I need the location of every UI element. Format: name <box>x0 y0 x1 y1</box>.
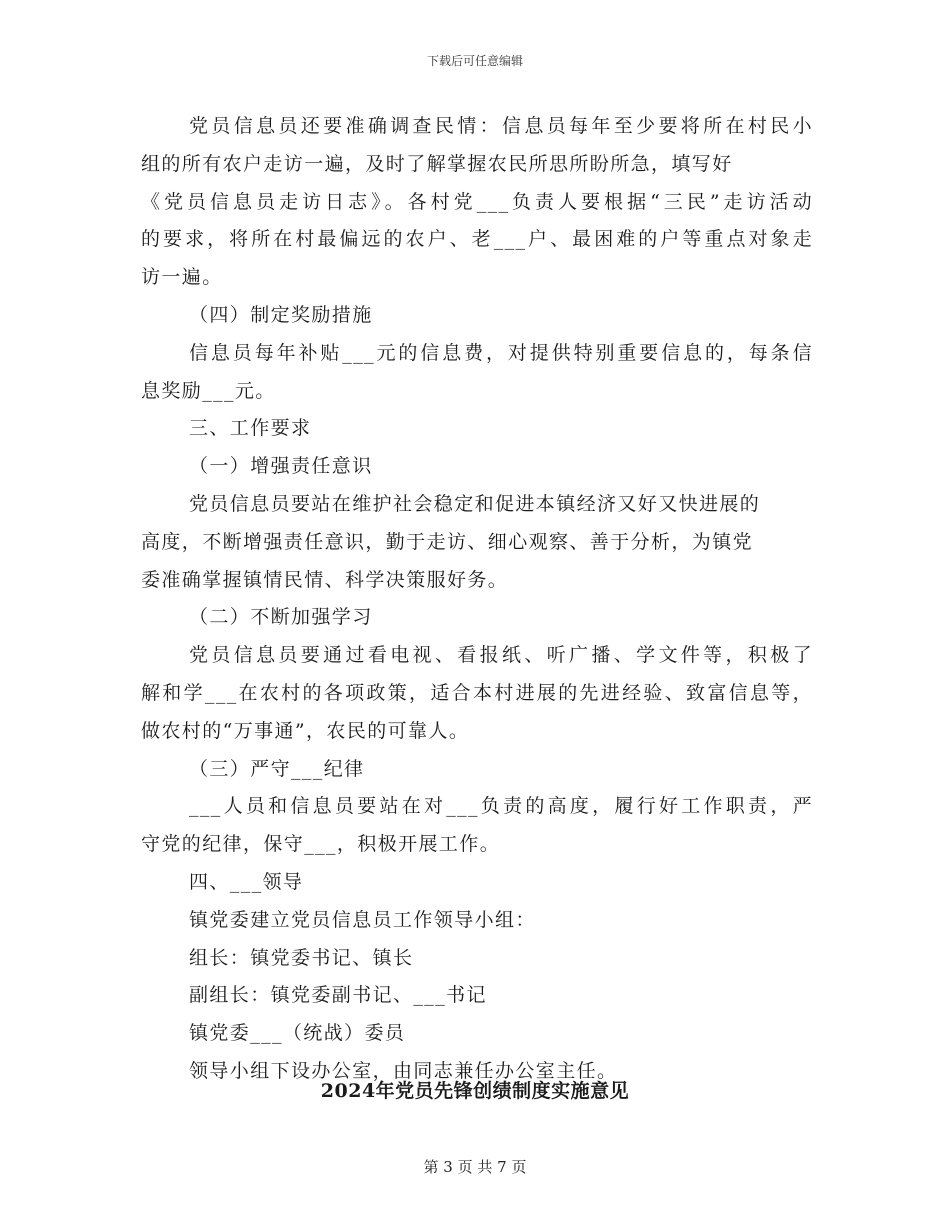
page-footer-indicator: 第 3 页 共 7 页 <box>423 1158 527 1176</box>
body-text-line: 镇党委___（统战）委员 <box>189 1022 406 1045</box>
page-header-note: 下载后可任意编辑 <box>426 54 523 68</box>
body-text-line: 副组长：镇党委副书记、___书记 <box>189 984 487 1007</box>
body-text-line: 镇党委建立党员信息员工作领导小组： <box>189 908 536 931</box>
body-text-line: 党员信息员要站在维护社会稳定和促进本镇经济又好又快进展的 <box>189 492 761 515</box>
document-body <box>141 108 813 1091</box>
body-text-line: 党员信息员要通过看电视、看报纸、听广播、学文件等，积极了 <box>189 644 813 667</box>
body-text-line: 《党员信息员走访日志》。各村党___负责人要根据“三民”走访活动 <box>141 190 813 213</box>
body-text-line: 的要求，将所在村最偏远的农户、老___户、最困难的户等重点对象走 <box>141 228 813 251</box>
body-text-line: 息奖励___元。 <box>141 379 276 402</box>
body-text-line: 解和学___在农村的各项政策，适合本村进展的先进经验、致富信息等， <box>141 681 813 704</box>
body-text-line: （四）制定奖励措施 <box>189 303 373 326</box>
body-text-line: 组长：镇党委书记、镇长 <box>189 946 414 969</box>
body-text-line: 做农村的“万事通”，农民的可靠人。 <box>141 719 470 742</box>
body-text-line: 高度，不断增强责任意识，勤于走访、细心观察、善于分析，为镇党 <box>141 530 754 553</box>
body-text-line: 信息员每年补贴___元的信息费，对提供特别重要信息的，每条信 <box>189 341 813 364</box>
section-title: 2024年党员先锋创绩制度实施意见 <box>320 1080 630 1102</box>
body-text-line: （一）增强责任意识 <box>189 455 373 478</box>
body-text-line: ___人员和信息员要站在对___负责的高度，履行好工作职责，严 <box>189 795 813 818</box>
body-text-line: 三、工作要求 <box>189 417 312 440</box>
body-text-line: 党员信息员还要准确调查民情：信息员每年至少要将所在村民小 <box>189 115 813 137</box>
body-text-line: 组的所有农户走访一遍，及时了解掌握农民所思所盼所急，填写好 <box>141 152 733 175</box>
body-text-line: 领导小组下设办公室，由同志兼任办公室主任。 <box>189 1059 618 1082</box>
body-text-line: 访一遍。 <box>141 266 223 289</box>
body-text-line: （二）不断加强学习 <box>189 606 373 629</box>
body-text-line: 守党的纪律，保守___，积极开展工作。 <box>141 833 501 856</box>
body-text-line: 四、___领导 <box>189 870 304 893</box>
body-text-line: （三）严守___纪律 <box>189 757 365 780</box>
body-text-line: 委准确掌握镇情民情、科学决策服好务。 <box>141 568 509 591</box>
